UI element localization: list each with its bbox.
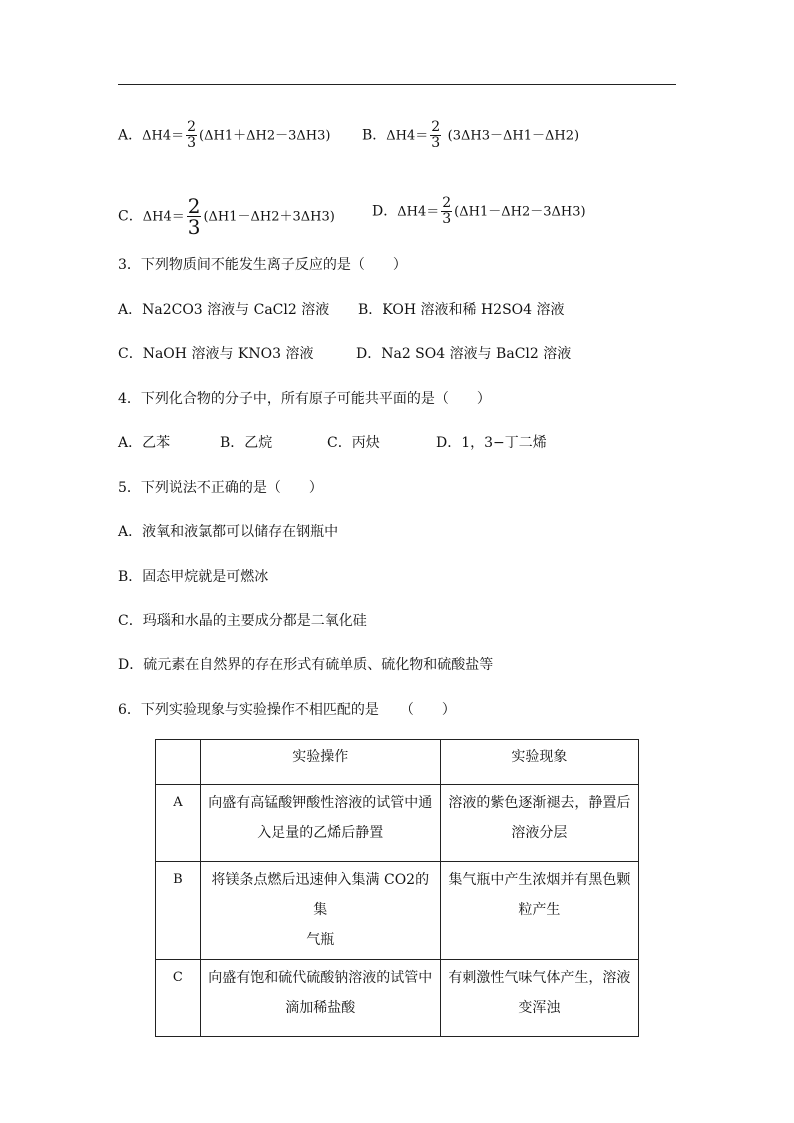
formula-expression: (ΔH1＋ΔH2－3ΔH3): [199, 128, 331, 144]
table-row: [156, 785, 639, 862]
q3-option-c: C．NaOH 溶液与 KNO3 溶液: [118, 346, 314, 362]
row-label-cell: [156, 862, 201, 960]
fraction-numerator: 2: [442, 195, 452, 211]
phenomenon-line: 溶液的紫色逐渐褪去，静置后: [448, 795, 631, 811]
row-label: A: [173, 795, 183, 810]
operation-line: 气瓶: [306, 932, 335, 948]
q6-stem: 6．下列实验现象与实验操作不相匹配的是 （ ）: [118, 702, 456, 718]
table-row: [156, 862, 639, 960]
row-label-cell: [156, 785, 201, 862]
operation-line: 滴加稀盐酸: [285, 1000, 356, 1016]
phenomenon-line: 粒产生: [518, 902, 561, 918]
formula-expression: (ΔH1－ΔH2－3ΔH3): [454, 204, 586, 220]
operation-line: 入足量的乙烯后静置: [257, 825, 384, 841]
fraction: [187, 196, 202, 237]
option-label: B．: [362, 127, 387, 144]
q4-stem: 4．下列化合物的分子中，所有原子可能共平面的是（ ）: [118, 391, 491, 407]
fraction-denominator: 3: [187, 135, 197, 151]
formula-lhs: ΔH4＝: [386, 128, 429, 144]
q4-option-d: D．1，3−丁二烯: [436, 435, 547, 451]
q3-option-b: B．KOH 溶液和稀 H2SO4 溶液: [358, 302, 565, 318]
header-cell-operation: [200, 740, 440, 785]
q3-stem: 3．下列物质间不能发生离子反应的是（ ）: [118, 257, 407, 273]
row-label: C: [172, 970, 183, 985]
fraction-numerator: 2: [187, 119, 197, 135]
phenomenon-cell: [440, 785, 638, 862]
q2-option-a: [118, 120, 330, 151]
header-phenomenon-text: 实验现象: [511, 749, 568, 765]
q5-option-d: D．硫元素在自然界的存在形式有硫单质、硫化物和硫酸盐等: [118, 657, 494, 673]
q5-option-a: A．液氧和液氯都可以储存在钢瓶中: [118, 524, 339, 540]
phenomenon-cell: [440, 862, 638, 960]
q4-option-a: A．乙苯: [118, 435, 171, 451]
phenomenon-line: 有刺激性气味气体产生，溶液: [448, 970, 631, 986]
phenomenon-line: 变浑浊: [518, 1000, 561, 1016]
table-header-row: [156, 740, 639, 785]
formula-lhs: ΔH4＝: [142, 209, 185, 225]
q4-option-b: B．乙烷: [220, 435, 273, 451]
header-cell-empty: [156, 740, 201, 785]
formula-lhs: ΔH4＝: [397, 204, 440, 220]
q5-option-c: C．玛瑙和水晶的主要成分都是二氧化硅: [118, 613, 367, 629]
phenomenon-line: 集气瓶中产生浓烟并有黑色颗: [448, 872, 631, 888]
fraction-denominator: 3: [442, 211, 452, 227]
fraction-numerator: 2: [431, 119, 441, 135]
operation-cell: [200, 960, 440, 1037]
q4-option-c: C．丙炔: [327, 435, 380, 451]
experiment-table: [155, 739, 639, 1037]
q5-stem: 5．下列说法不正确的是（ ）: [118, 480, 323, 496]
header-operation-text: 实验操作: [292, 749, 349, 765]
fraction-numerator: 2: [187, 194, 201, 218]
operation-line: 向盛有高锰酸钾酸性溶液的试管中通: [208, 795, 433, 811]
formula-lhs: ΔH4＝: [142, 128, 185, 144]
table-row: [156, 960, 639, 1037]
row-label-cell: [156, 960, 201, 1037]
option-label: C．: [118, 208, 143, 225]
option-label: A．: [118, 127, 143, 144]
operation-cell: [200, 862, 440, 960]
header-cell-phenomenon: [440, 740, 638, 785]
q5-option-b: B．固态甲烷就是可燃冰: [118, 569, 269, 585]
q2-option-c: [118, 196, 335, 237]
fraction: [430, 120, 441, 151]
fraction-denominator: 3: [187, 215, 201, 239]
formula-expression: (3ΔH3－ΔH1－ΔH2): [447, 128, 580, 144]
option-label: D．: [372, 203, 398, 220]
phenomenon-cell: [440, 960, 638, 1037]
operation-cell: [200, 785, 440, 862]
q3-option-a: A．Na2CO3 溶液与 CaCl2 溶液: [118, 302, 330, 318]
formula-expression: (ΔH1－ΔH2＋3ΔH3): [203, 209, 335, 225]
fraction: [186, 120, 197, 151]
fraction: [441, 196, 452, 227]
header-rule: [118, 84, 676, 85]
operation-line: 将镁条点燃后迅速伸入集满 CO2的集: [211, 872, 430, 918]
fraction-denominator: 3: [431, 135, 441, 151]
q2-option-b: [362, 120, 579, 151]
q3-option-d: D．Na2 SO4 溶液与 BaCl2 溶液: [356, 346, 572, 362]
phenomenon-line: 溶液分层: [511, 825, 568, 841]
operation-line: 向盛有饱和硫代硫酸钠溶液的试管中: [208, 970, 433, 986]
q2-option-d: [372, 196, 586, 227]
row-label: B: [173, 872, 183, 887]
